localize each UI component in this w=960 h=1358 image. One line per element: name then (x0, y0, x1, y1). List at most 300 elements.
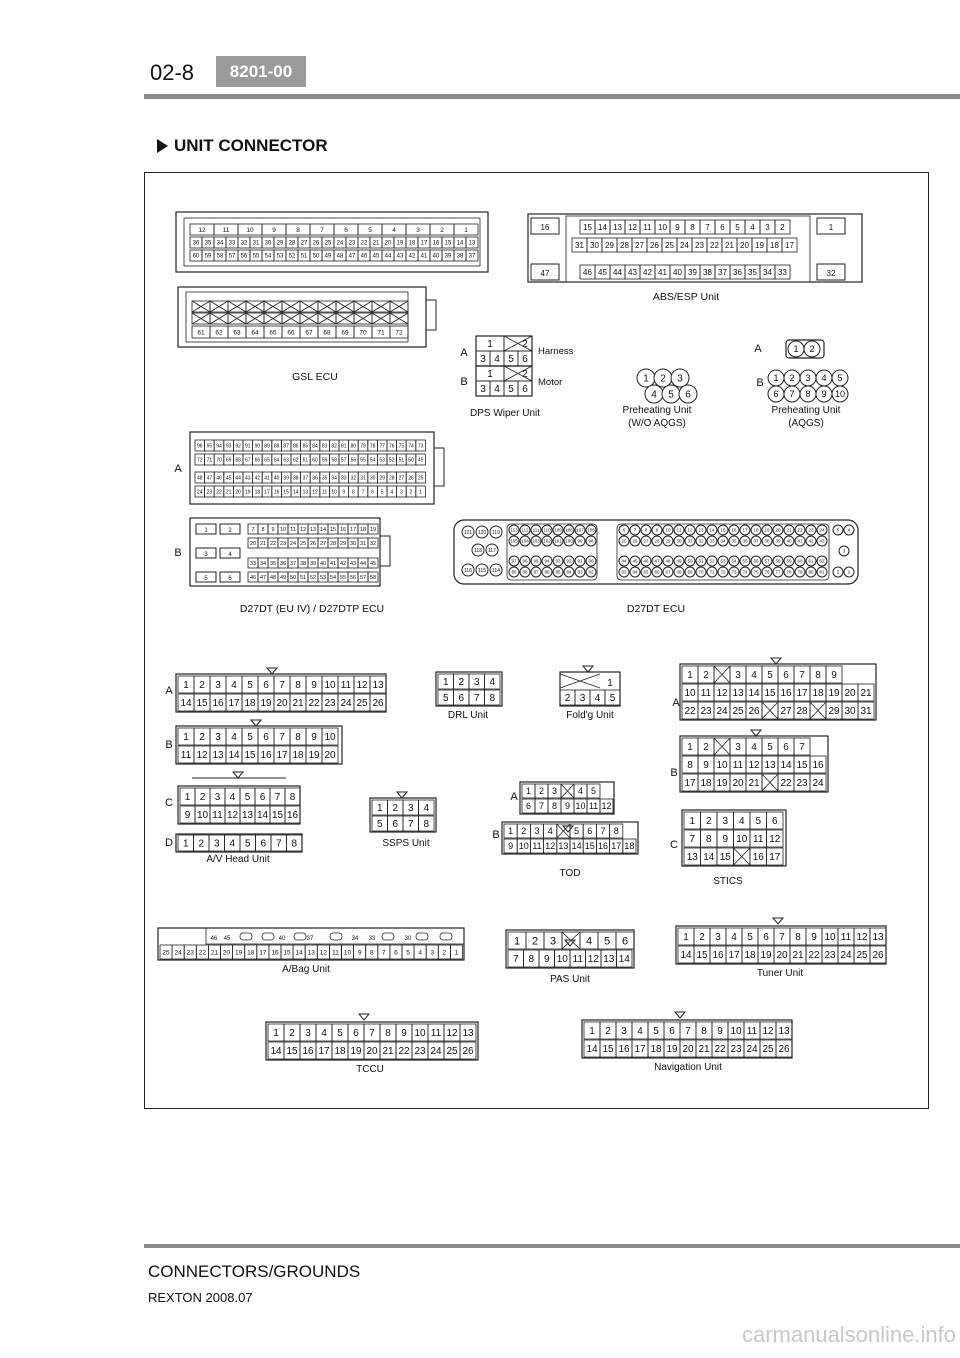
d27-mid1-pin: 112 (521, 527, 529, 533)
eu-a-row3-pin: 38 (293, 475, 299, 482)
label-abag_unit: A/Bag Unit (282, 964, 330, 975)
nav-row1-pin: 6 (669, 1026, 675, 1038)
abag-latch (382, 933, 394, 940)
tod-b-row2-pin: 16 (597, 841, 609, 852)
eu-b-row2-pin: 22 (269, 540, 277, 547)
abag-bot-pin: 16 (271, 949, 279, 957)
eu-a-row2-pin: 51 (398, 457, 405, 464)
d27-r2-pin: 34 (720, 538, 726, 544)
av-b-row2-pin: 17 (276, 750, 288, 762)
abag-top-pin: 34 (351, 936, 359, 942)
d27-r1-pin: 7 (633, 527, 637, 533)
eu-a-row1-pin: 82 (331, 443, 337, 450)
tccu-row2-pin: 15 (286, 1046, 298, 1058)
stics-b-row2-pin: 11 (732, 760, 744, 772)
eu-b-big-pin: 4 (228, 552, 232, 558)
gsl-row4-pin: 65 (269, 329, 277, 337)
tccu-row1-pin: 4 (321, 1028, 327, 1040)
tccu-row2-pin: 19 (350, 1046, 362, 1058)
tccu-row2-pin: 18 (334, 1046, 346, 1058)
d27-r1-pin: 12 (687, 527, 693, 533)
stics-c-row2-pin: 8 (705, 834, 712, 846)
dps-b-top-pin: 1 (487, 369, 493, 381)
gsl-row3-pin: 53 (276, 253, 284, 260)
tod-a-row1-pin: 3 (551, 786, 558, 797)
page-number: 02-8 (150, 60, 195, 85)
d27-r2-pin: 32 (698, 538, 704, 544)
eu-a-row2-pin: 57 (341, 457, 347, 464)
d27-r1-pin: 15 (720, 527, 726, 533)
label-B: B (165, 739, 173, 751)
label-d27dt_eu_ecu: D27DT (EU IV) / D27DTP ECU (239, 603, 385, 615)
nav-row2-pin: 18 (650, 1044, 662, 1056)
d27-r2-pin: 28 (654, 538, 660, 544)
eu-a-row3-pin: 31 (360, 475, 366, 482)
tod-b-row1-pin: 3 (534, 826, 540, 837)
eu-a-row1-pin: 90 (254, 443, 261, 450)
stics-a-row2-pin: 21 (860, 688, 872, 700)
abag-top-box (206, 928, 464, 944)
stics-c-row1-pin: 3 (722, 816, 729, 828)
eu-b-row4-pin: 49 (279, 574, 287, 581)
eu-a-row4-pin: 21 (225, 489, 232, 496)
d27-r4-pin: 63 (621, 569, 627, 575)
abs-row2-pin: 31 (575, 240, 584, 250)
d27-mid3-pin: 92 (566, 558, 572, 564)
pas-row2-pin: 14 (618, 954, 630, 966)
tuner-row1-pin: 2 (699, 932, 705, 944)
d27-mid4-pin: 86 (544, 569, 550, 575)
eu-a-row1-pin: 91 (245, 443, 251, 450)
tccu-row2-pin: 20 (366, 1046, 378, 1058)
stics-b-row3-pin: 18 (700, 778, 712, 790)
label-B: B (174, 547, 182, 559)
eu-a-row4-pin: 20 (235, 489, 241, 496)
tod-b-row1-pin: 8 (613, 826, 619, 837)
av-c-row2-pin: 14 (256, 810, 269, 822)
d27-left3-pin: 115 (478, 567, 486, 574)
d27-r3-pin: 60 (797, 558, 803, 564)
pre-aqgs-b1-pin: 1 (773, 373, 779, 384)
eu-a-row3-pin: 34 (331, 475, 337, 482)
av-c-row1-pin: 2 (199, 792, 206, 804)
label-d27dt_ecu: D27DT ECU (626, 603, 686, 615)
d27-r4-pin: 65 (643, 569, 649, 575)
eu-a-row4-pin: 8 (352, 489, 355, 496)
abag-bot-pin: 9 (357, 949, 362, 957)
av-d-row-pin: 2 (198, 838, 205, 850)
d27-r3-pin: 61 (808, 558, 814, 564)
eu-a-row2-pin: 55 (360, 457, 366, 464)
abag-top-pin: 45 (223, 936, 231, 942)
tod-b-row1-pin: 7 (600, 826, 606, 837)
av-b-row2-pin: 11 (180, 750, 192, 762)
watermark: carmanualsonline.info (741, 1322, 956, 1347)
stics-a-row1-pin: 3 (735, 670, 741, 682)
av-b-row2-pin: 16 (260, 750, 272, 762)
eu-b-row3-pin: 40 (319, 560, 327, 567)
eu-b-big-pin: 6 (228, 576, 232, 582)
av-c-row2-pin: 12 (226, 810, 239, 822)
tuner-row1-pin: 10 (824, 932, 836, 944)
nav-row1-pin: 8 (701, 1026, 707, 1038)
d27-r1-pin: 14 (709, 527, 715, 533)
eu-b-row3-pin: 33 (249, 560, 257, 567)
stics-a-row1-pin: 7 (799, 670, 805, 682)
av-a-row1-pin: 2 (199, 680, 205, 692)
av-c-row2-pin: 9 (184, 810, 191, 822)
tccu-row2-pin: 25 (446, 1046, 458, 1058)
gsl-row3-pin: 48 (336, 253, 344, 260)
stics-a-row3-pin: 30 (844, 706, 856, 718)
dps-a-pin: 2 (522, 339, 528, 350)
d27-r4-pin: 69 (687, 569, 693, 575)
eu-b-row3-pin: 45 (369, 560, 377, 567)
abs-row1-pin: 10 (658, 222, 667, 232)
tod-a-row2-pin: 8 (551, 801, 558, 812)
d27-r4-pin: 71 (709, 569, 715, 575)
gsl-row4-pin: 61 (197, 329, 205, 337)
gsl-row3-pin: 40 (432, 253, 440, 260)
tuner-row1-pin: 13 (872, 932, 884, 944)
av-a-row1-pin: 4 (231, 680, 237, 692)
label-preheating_aqgs_2: (AQGS) (788, 418, 824, 429)
tod-b-row2-pin: 10 (518, 841, 529, 852)
d27-r3-pin: 58 (775, 558, 781, 564)
nav-row1-pin: 11 (746, 1026, 758, 1038)
pas-row1-pin: 4 (585, 935, 593, 948)
tccu-row1-pin: 10 (414, 1028, 426, 1040)
nav-row1-pin: 5 (653, 1026, 659, 1038)
d27-mid4-pin: 89 (511, 569, 517, 575)
eu-a-row1-pin: 76 (389, 443, 395, 450)
d27-r2-pin: 25 (621, 538, 627, 544)
gsl-row3-pin: 55 (252, 253, 260, 260)
tuner-row1-pin: 12 (856, 932, 868, 944)
label-tuner_unit: Tuner Unit (756, 968, 804, 979)
d27-r3-pin: 47 (654, 558, 660, 564)
stics-c-row3-pin: 14 (703, 852, 715, 864)
eu-a-row1-pin: 93 (225, 443, 232, 450)
abs-row3-pin: 34 (763, 267, 772, 277)
tuner-row1-pin: 7 (779, 932, 785, 944)
d27-small3-pin: 1 (847, 569, 851, 575)
av-d-row-pin: 1 (182, 838, 189, 850)
abag-bot-pin: 20 (222, 949, 231, 957)
tuner-row2-pin: 24 (840, 950, 852, 962)
abag-bot-pin: 3 (430, 949, 435, 957)
abs-row2-pin: 19 (755, 240, 764, 250)
gsl-row1-pin: 9 (272, 226, 276, 234)
d27-r4-pin: 73 (731, 569, 737, 575)
eu-a-row1-pin: 88 (273, 443, 280, 450)
eu-a-row3-pin: 25 (417, 475, 424, 482)
eu-a-row2-pin: 71 (206, 457, 213, 464)
eu-a-row4-pin: 15 (283, 489, 289, 496)
label-dps_wiper_unit: DPS Wiper Unit (469, 408, 541, 419)
abs-row1-pin: 13 (613, 222, 622, 232)
ssps-row2-pin: 6 (392, 819, 399, 831)
av-b-row2-pin: 18 (292, 750, 304, 762)
d27-r1-pin: 24 (819, 527, 825, 533)
d27-r4-pin: 81 (819, 569, 825, 575)
tod-b-row1-pin: 1 (508, 826, 514, 837)
eu-a-row4-pin: 18 (254, 489, 261, 496)
av-b-row1-pin: 6 (263, 732, 269, 744)
gsl-row3-pin: 37 (468, 253, 476, 260)
stics-a-row1-pin: 5 (767, 670, 773, 682)
drl-row1-pin: 4 (489, 677, 496, 689)
eu-b-row2-pin: 21 (259, 540, 267, 547)
gsl-row3-pin: 42 (408, 253, 416, 260)
eu-b-big-pin: 2 (228, 528, 232, 534)
tuner-row2-pin: 18 (744, 950, 756, 962)
abs-side-pin: 47 (540, 269, 550, 278)
d27-r3-pin: 59 (786, 558, 792, 564)
stics-b-row1-pin: 1 (687, 742, 693, 754)
eu-b-row2-pin: 29 (339, 540, 347, 547)
eu-a-row3-pin: 30 (369, 475, 376, 482)
tuner-row1-pin: 5 (747, 932, 753, 944)
tod-a-row2-pin: 6 (525, 801, 532, 812)
tuner-row2-pin: 14 (680, 950, 692, 962)
tod-b-row2-pin: 13 (558, 841, 569, 852)
pre-aqgs-b1-pin: 3 (805, 373, 811, 384)
stics-b-row2-pin: 13 (764, 760, 776, 772)
d27-r4-pin: 68 (676, 569, 682, 575)
tuner-row1-pin: 4 (731, 932, 737, 944)
d27-small1-pin: 4 (847, 527, 851, 533)
gsl-row2-pin: 32 (240, 240, 248, 247)
abag-bot-pin: 12 (319, 949, 327, 957)
d27-r1-pin: 11 (676, 527, 682, 533)
d27-mid1-pin: 109 (554, 527, 562, 533)
gsl-row2-pin: 28 (288, 240, 296, 247)
d27-mid3-pin: 94 (544, 558, 550, 564)
eu-b-row3-pin: 38 (299, 560, 307, 567)
abs-row2-pin: 18 (770, 240, 779, 250)
pas-row2-pin: 13 (603, 954, 615, 966)
abag-bot-pin: 7 (382, 949, 386, 957)
av-d-row-pin: 7 (275, 838, 282, 850)
ssps-row1-pin: 1 (376, 803, 383, 815)
label-preheating_wo: Preheating Unit (622, 405, 692, 416)
stics-b-row3-pin: 21 (748, 778, 760, 790)
tuner-row1-pin: 3 (715, 932, 721, 944)
eu-a-row2-pin: 58 (331, 457, 337, 464)
tod-a-row1-pin: 2 (538, 786, 545, 797)
label-D: D (165, 837, 173, 849)
nav-row2-pin: 22 (714, 1044, 726, 1056)
tccu-row1-pin: 6 (353, 1028, 359, 1040)
av-a-row1-pin: 5 (247, 680, 253, 692)
abs-row2-pin: 28 (620, 240, 629, 250)
tod-b-row1-pin: 2 (521, 826, 527, 837)
label-A: A (510, 791, 518, 803)
stics-a-row1-pin: 8 (815, 670, 821, 682)
abag-bot-pin: 5 (406, 949, 410, 957)
gsl-row3-pin: 41 (420, 253, 428, 260)
eu-a-row2-pin: 66 (254, 457, 261, 464)
gsl-row3-pin: 39 (444, 253, 452, 260)
d27-r1-pin: 10 (665, 527, 671, 533)
eu-a-row2-pin: 50 (408, 457, 414, 464)
dps-b-bot-pin: 5 (508, 384, 514, 396)
av-c-row2-pin: 10 (196, 810, 209, 822)
av-b-row1-pin: 8 (295, 732, 301, 744)
abag-latch (294, 933, 306, 940)
stics-c-row3-pin: 17 (769, 852, 781, 864)
abs-row3-pin: 39 (688, 267, 697, 277)
tod-b-row2-pin: 14 (571, 841, 582, 852)
av-a-row2-pin: 15 (196, 698, 208, 710)
d27-r3-pin: 55 (742, 558, 748, 564)
d27-mid3-pin: 96 (522, 558, 528, 564)
gsl-row3-pin: 59 (204, 253, 212, 260)
tod-a-row2-pin: 11 (588, 801, 599, 812)
abs-row3-pin: 45 (598, 267, 607, 277)
ssps-row2-pin: 7 (407, 819, 414, 831)
eu-a-row3-pin: 39 (283, 475, 289, 482)
eu-a-row3-pin: 37 (302, 475, 309, 482)
d27-r2-pin: 26 (632, 538, 638, 544)
d27-r4-pin: 67 (665, 569, 671, 575)
gsl-row3-pin: 58 (216, 253, 224, 260)
eu-a-row2-pin: 68 (235, 457, 241, 464)
nav-row1-pin: 3 (621, 1026, 627, 1038)
stics-b-row1-pin: 7 (799, 742, 805, 754)
label-B: B (670, 767, 678, 779)
pas-row1-pin: 3 (549, 935, 557, 948)
label-A: A (460, 347, 468, 359)
av-a-row2-pin: 16 (212, 698, 224, 710)
av-d-row-pin: 4 (229, 838, 236, 850)
eu-b-big-pin: 3 (204, 552, 208, 558)
d27-r1-pin: 17 (742, 527, 748, 533)
label-A: A (672, 697, 680, 709)
gsl-row2-pin: 22 (360, 240, 368, 247)
gsl-row3-pin: 50 (312, 253, 320, 260)
drl-row1-pin: 1 (442, 677, 449, 689)
av-c-row1-pin: 5 (244, 792, 251, 804)
eu-b-row2-pin: 30 (349, 540, 357, 547)
abag-bot-pin: 23 (186, 949, 194, 957)
stics-c-row1-pin: 1 (689, 816, 696, 828)
stics-b-row2-pin: 14 (780, 760, 792, 772)
d27-mid3-pin: 95 (533, 558, 539, 564)
gsl-row2-pin: 25 (324, 240, 332, 247)
tccu-row1-pin: 5 (337, 1028, 343, 1040)
eu-a-row4-pin: 9 (342, 489, 346, 496)
tuner-row2-pin: 16 (712, 950, 724, 962)
eu-b-row4-pin: 52 (309, 574, 317, 581)
av-b-row1-pin: 7 (279, 732, 285, 744)
eu-a-row4-pin: 24 (197, 489, 203, 496)
stics-a-row1-pin: 9 (831, 670, 837, 682)
abag-bot-pin: 2 (442, 949, 447, 957)
eu-b-row1-pin: 7 (251, 526, 255, 533)
tccu-row2-pin: 26 (462, 1046, 474, 1058)
stics-c-row2-pin: 12 (769, 834, 781, 846)
section-title: UNIT CONNECTOR (174, 136, 328, 155)
tod-b-row1-pin: 5 (574, 826, 580, 837)
fold-bot-pin: 3 (579, 693, 586, 705)
tod-b-row2-pin: 11 (532, 841, 542, 852)
eu-a-row1-pin: 86 (293, 443, 299, 450)
eu-a-row3-pin: 40 (273, 475, 280, 482)
eu-b-row2-pin: 24 (289, 540, 297, 547)
abag-bot-pin: 19 (235, 949, 243, 957)
eu-a-row1-pin: 78 (369, 443, 376, 450)
label-B: B (756, 377, 764, 389)
d27-r3-pin: 54 (731, 558, 737, 564)
d27-r4-pin: 79 (797, 569, 803, 575)
abs-row1-pin: 7 (705, 222, 710, 232)
av-c-row2-pin: 16 (286, 810, 299, 822)
pre-wo-top-pin: 2 (660, 373, 666, 385)
av-a-row1-pin: 12 (356, 680, 368, 692)
tccu-row1-pin: 12 (446, 1028, 458, 1040)
section-code-badge: 8201-00 (216, 56, 306, 87)
stics-b-row3-pin: 23 (796, 778, 808, 790)
d27-r3-pin: 50 (687, 558, 693, 564)
eu-b-row1-pin: 14 (319, 526, 327, 533)
gsl-row2-pin: 20 (384, 240, 392, 247)
abs-row1-pin: 14 (598, 222, 607, 232)
stics-a-row3-pin: 29 (828, 706, 840, 718)
stics-b-row2-pin: 16 (812, 760, 824, 772)
eu-b-row2-pin: 31 (359, 540, 367, 547)
drl-row1-pin: 2 (458, 677, 465, 689)
eu-b-row1-pin: 9 (271, 526, 275, 533)
d27-mid2-pin: 99 (577, 538, 583, 544)
d27-mid4-pin: 88 (522, 569, 528, 575)
d27-left2-pin: 118 (474, 547, 482, 554)
d27-r2-pin: 27 (643, 538, 649, 544)
eu-a-row3-pin: 41 (264, 475, 270, 482)
abag-latch (440, 933, 452, 940)
pre-wo-bot-pin: 5 (668, 389, 674, 401)
nav-row2-pin: 14 (586, 1044, 598, 1056)
stics-b-row2-pin: 15 (796, 760, 808, 772)
eu-a-row4-pin: 22 (216, 489, 222, 496)
abs-row3-pin: 40 (673, 267, 682, 277)
av-c-row1-pin: 8 (289, 792, 296, 804)
abs-row1-pin: 9 (675, 222, 680, 232)
tod-a-row2-pin: 12 (601, 801, 612, 812)
pas-row2-pin: 10 (556, 954, 568, 966)
label-C: C (670, 839, 678, 851)
gsl-row4-pin: 70 (359, 329, 367, 337)
stics-a-row2-pin: 12 (716, 688, 728, 700)
stics-c-row1-pin: 2 (705, 816, 712, 828)
gsl-row2-pin: 23 (348, 240, 356, 247)
dps-b-bot-pin: 6 (522, 384, 528, 396)
d27-mid3-pin: 91 (577, 558, 583, 564)
gsl-row3-pin: 49 (324, 253, 332, 260)
eu-a-row4-pin: 4 (390, 489, 394, 496)
av-d-row-pin: 8 (291, 838, 298, 850)
av-b-row1-pin: 5 (247, 732, 253, 744)
av-a-row2-pin: 24 (340, 698, 352, 710)
tccu-row2-pin: 16 (302, 1046, 314, 1058)
abag-bot-pin: 17 (259, 949, 267, 957)
tod-b-row2-pin: 12 (545, 841, 556, 852)
stics-a-row2-pin: 15 (764, 688, 776, 700)
d27-mid3-pin: 90 (588, 558, 594, 564)
av-a-row2-pin: 26 (372, 698, 384, 710)
tuner-row2-pin: 21 (792, 950, 804, 962)
